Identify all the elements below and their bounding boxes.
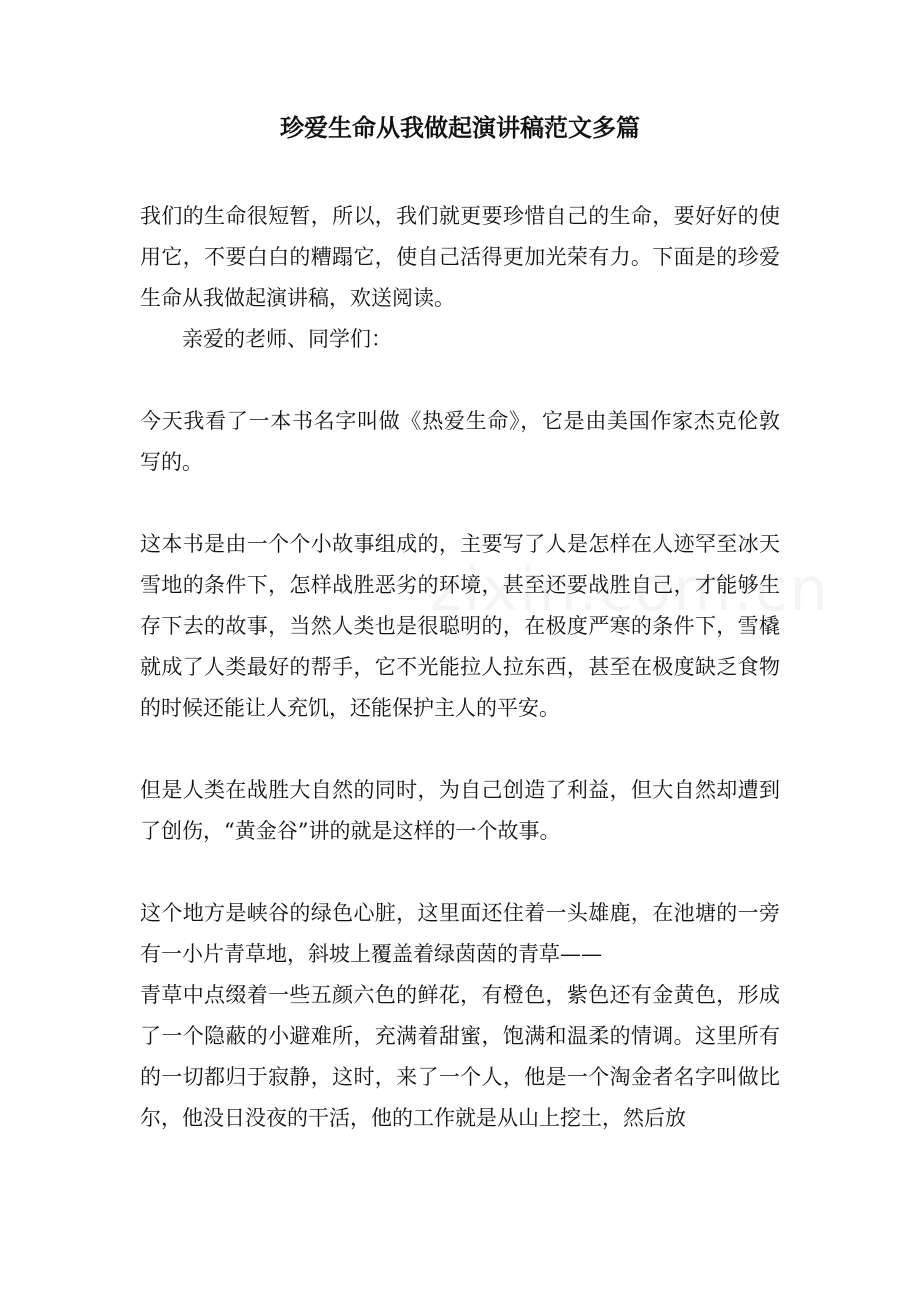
paragraph-book: 今天我看了一本书名字叫做《热爱生命》，它是由美国作家杰克伦敦写的。 [140, 409, 780, 474]
paragraph-gap [140, 852, 780, 893]
paragraph-greeting: 亲爱的老师、同学们： [182, 327, 392, 351]
paragraph-gap [140, 483, 780, 524]
paragraph-gap [140, 729, 780, 770]
page-title: 珍爱生命从我做起演讲稿范文多篇 [280, 113, 640, 142]
paragraph-valley-heart: 这个地方是峡谷的绿色心脏，这里面还住着一头雄鹿，在池塘的一旁有一小片青草地，斜坡上覆盖着绿茵茵的青草—— [140, 901, 780, 966]
paragraph-intro: 我们的生命很短暂，所以，我们就更要珍惜自己的生命，要好好的使用它，不要白白的糟蹋它，使自己活得更加光荣有力。下面是的珍爱生命从我做起演讲稿，欢送阅读。 [140, 204, 780, 310]
paragraph-flowers: 青草中点缀着一些五颜六色的鲜花，有橙色，紫色还有金黄色，形成了一个隐蔽的小避难所，充满着甜蜜，饱满和温柔的情调。这里所有的一切都归于寂静，这时，来了一个人，他是一个淘金者名字叫做比尔，他没日没夜的干活，他的工作就是从山上挖土，然后放 [140, 983, 780, 1130]
paragraph-golden-valley: 但是人类在战胜大自然的同时，为自己创造了利益，但大自然却遭到了创伤，“黄金谷”讲的就是这样的一个故事。 [140, 778, 780, 843]
paragraph-gap [140, 360, 780, 401]
document-body [140, 196, 780, 1139]
paragraph-stories: 这本书是由一个个小故事组成的，主要写了人是怎样在人迹罕至冰天雪地的条件下，怎样战胜恶劣的环境，甚至还要战胜自己，才能够生存下去的故事，当然人类也是很聪明的，在极度严寒的条件下，雪橇就成了人类最好的帮手，它不光能拉人拉东西，甚至在极度缺乏食物的时候还能让人充饥，还能保护主人的平安。 [140, 532, 780, 720]
